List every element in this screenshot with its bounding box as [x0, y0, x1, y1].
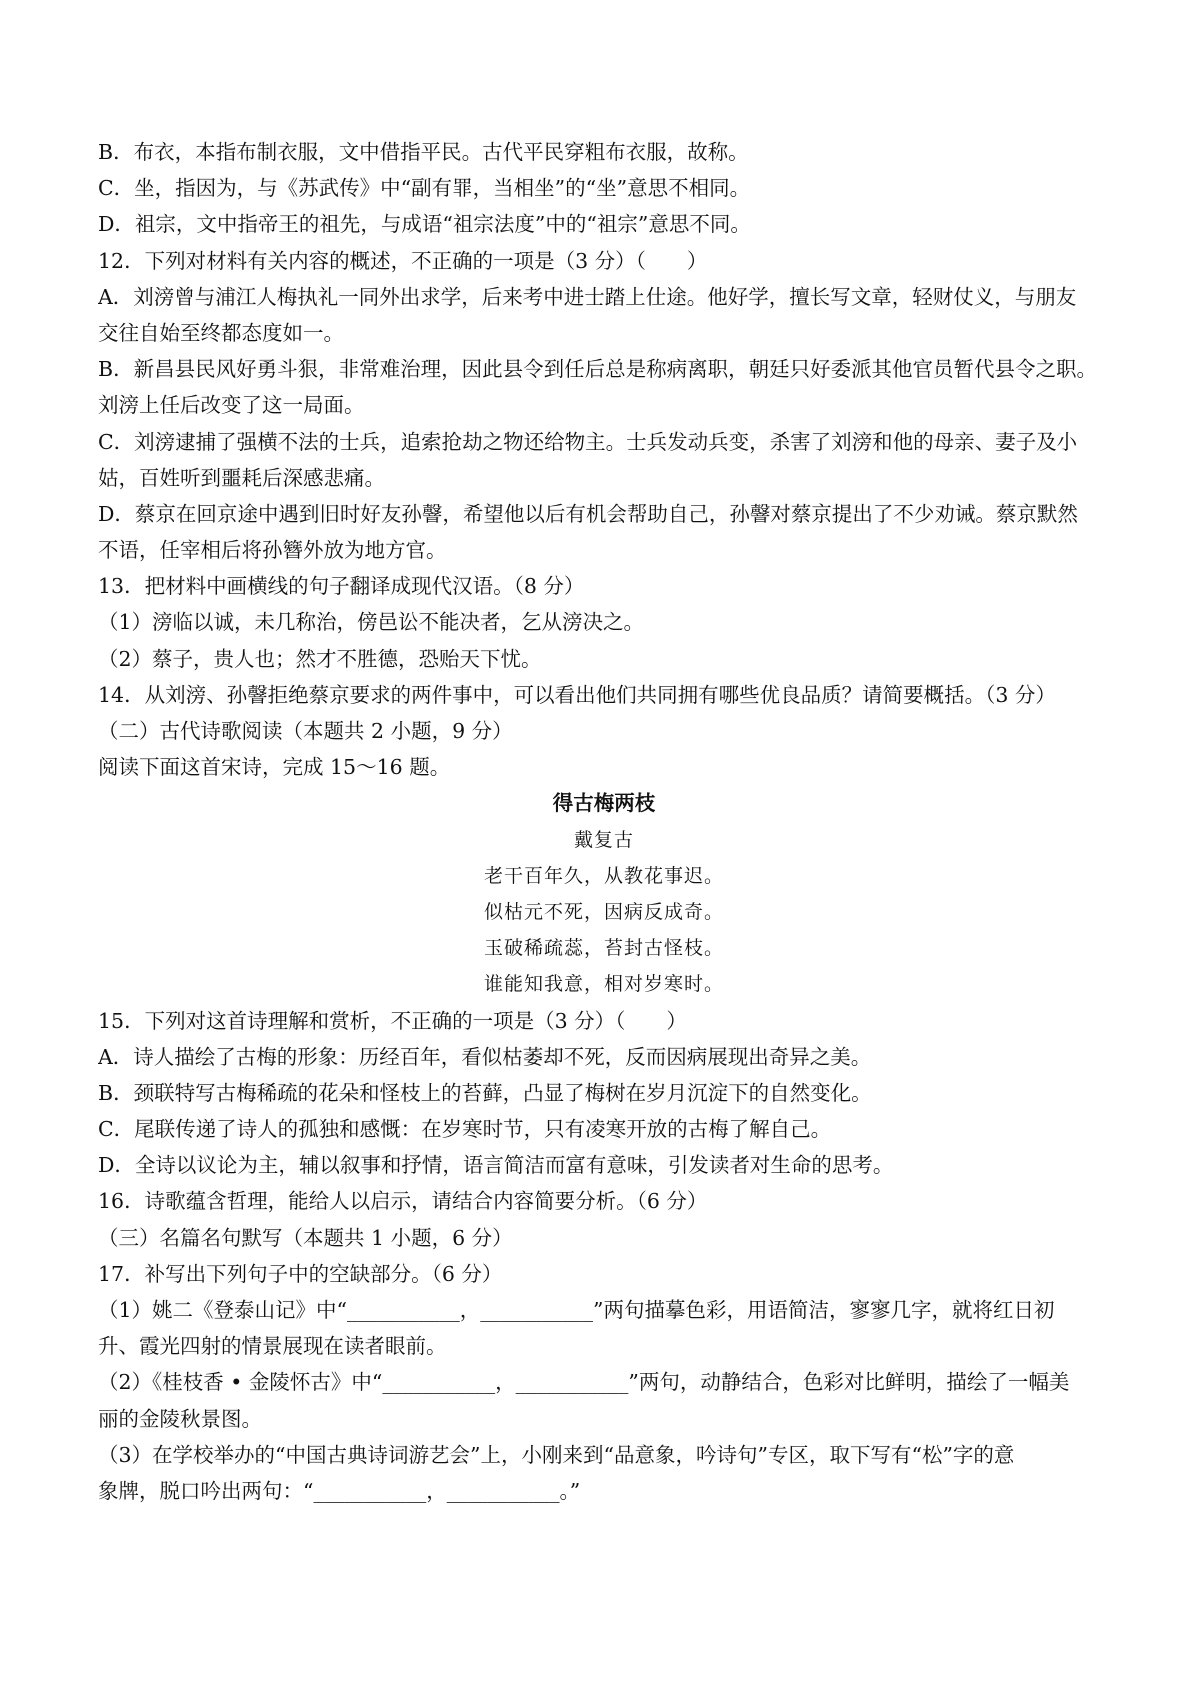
question-12-option-d-line2: 不语，任宰相后将孙簪外放为地方官。 — [98, 538, 447, 563]
question-17-item-2-line2: 丽的金陵秋景图。 — [98, 1406, 262, 1431]
document-body — [98, 134, 1110, 1509]
question-15-option-c: C．尾联传递了诗人的孤独和感慨：在岁寒时节，只有凌寒开放的古梅了解自己。 — [98, 1117, 832, 1142]
poem-line: 谁能知我意，相对岁寒时。 — [483, 973, 724, 996]
question-12-stem: 12．下列对材料有关内容的概述，不正确的一项是（3 分）（ ） — [98, 248, 708, 273]
question-12-option-a-line1: A．刘滂曾与浦江人梅执礼一同外出求学，后来考中进士踏上仕途。他好学，擅长写文章，轻财仗义，与朋友 — [98, 284, 1077, 309]
question-13-item-2: （2）蔡子，贵人也；然才不胜德，恐贻天下忧。 — [98, 646, 542, 671]
question-16-stem: 16．诗歌蕴含哲理，能给人以启示，请结合内容简要分析。（6 分） — [98, 1189, 708, 1214]
question-13-item-1: （1）滂临以诚，未几称治，傍邑讼不能决者，乞从滂决之。 — [98, 610, 645, 635]
poem-line: 玉破稀疏蕊，苔封古怪枝。 — [483, 937, 724, 960]
question-17-item-2-line1: （2）《桂枝香 • 金陵怀古》中“___________，___________”两句，动静结合，色彩对比鲜明，描绘了一幅美 — [98, 1370, 1070, 1395]
question-12-option-c-line2: 姑，百姓听到噩耗后深感悲痛。 — [98, 465, 385, 490]
question-13-stem: 13．把材料中画横线的句子翻译成现代汉语。（8 分） — [98, 574, 585, 599]
question-12-option-b-line2: 刘滂上任后改变了这一局面。 — [98, 393, 365, 418]
option-c-line: C．坐，指因为，与《苏武传》中“副有罪，当相坐”的“坐”意思不相同。 — [98, 176, 751, 201]
question-17-stem: 17．补写出下列句子中的空缺部分。（6 分） — [98, 1261, 503, 1286]
section-dictation-heading: （三）名篇名句默写（本题共 1 小题，6 分） — [98, 1225, 513, 1250]
poem-line: 似枯元不死，因病反成奇。 — [483, 900, 724, 923]
poem-title: 得古梅两枝 — [552, 791, 656, 816]
poetry-instruction: 阅读下面这首宋诗，完成 15～16 题。 — [98, 755, 451, 780]
question-12-option-c-line1: C．刘滂逮捕了强横不法的士兵，追索抢劫之物还给物主。士兵发动兵变，杀害了刘滂和他的母亲、妻子及小 — [98, 429, 1078, 454]
option-b-line: B．布衣，本指布制衣服，文中借指平民。古代平民穿粗布衣服，故称。 — [98, 140, 749, 164]
question-17-item-3-line1: （3）在学校举办的“中国古典诗词游艺会”上，小刚来到“品意象，吟诗句”专区，取下写有“松”字的意 — [98, 1442, 1015, 1467]
question-14-stem: 14．从刘滂、孙韾拒绝蔡京要求的两件事中，可以看出他们共同拥有哪些优良品质？请简要概括。（3 分） — [98, 682, 1056, 707]
poem-author: 戴复古 — [573, 828, 634, 851]
question-15-option-b: B．颈联特写古梅稀疏的花朵和怪枝上的苔藓，凸显了梅树在岁月沉淀下的自然变化。 — [98, 1080, 872, 1105]
question-12-option-b-line1: B．新昌县民风好勇斗狠，非常难治理，因此县令到任后总是称病离职，朝廷只好委派其他官员暂代县令之职。 — [98, 357, 1098, 382]
question-15-stem: 15．下列对这首诗理解和赏析，不正确的一项是（3 分）（ ） — [98, 1008, 687, 1033]
section-poetry-heading: （二）古代诗歌阅读（本题共 2 小题，9 分） — [98, 719, 513, 743]
option-d-line: D．祖宗，文中指帝王的祖先，与成语“祖宗法度”中的“祖宗”意思不同。 — [98, 212, 751, 237]
question-12-option-a-line2: 交往自始至终都态度如一。 — [98, 320, 344, 345]
question-15-option-a: A．诗人描绘了古梅的形象：历经百年，看似枯萎却不死，反而因病展现出奇异之美。 — [98, 1044, 872, 1069]
question-17-item-3-line2: 象牌，脱口吟出两句：“___________，___________。” — [98, 1478, 581, 1503]
poem-line: 老干百年久，从教花事迟。 — [483, 864, 724, 887]
question-17-item-1-line1: （1）姚二《登泰山记》中“___________，___________”两句描摹色彩，用语简洁，寥寥几字，就将红日初 — [98, 1298, 1055, 1322]
question-12-option-d-line1: D．蔡京在回京途中遇到旧时好友孙韾，希望他以后有机会帮助自己，孙韾对蔡京提出了不少劝诫。蔡京默然 — [98, 501, 1078, 526]
question-17-item-1-line2: 升、霞光四射的情景展现在读者眼前。 — [98, 1334, 447, 1359]
question-15-option-d: D．全诗以议论为主，辅以叙事和抒情，语言简洁而富有意味，引发读者对生命的思考。 — [98, 1153, 894, 1178]
